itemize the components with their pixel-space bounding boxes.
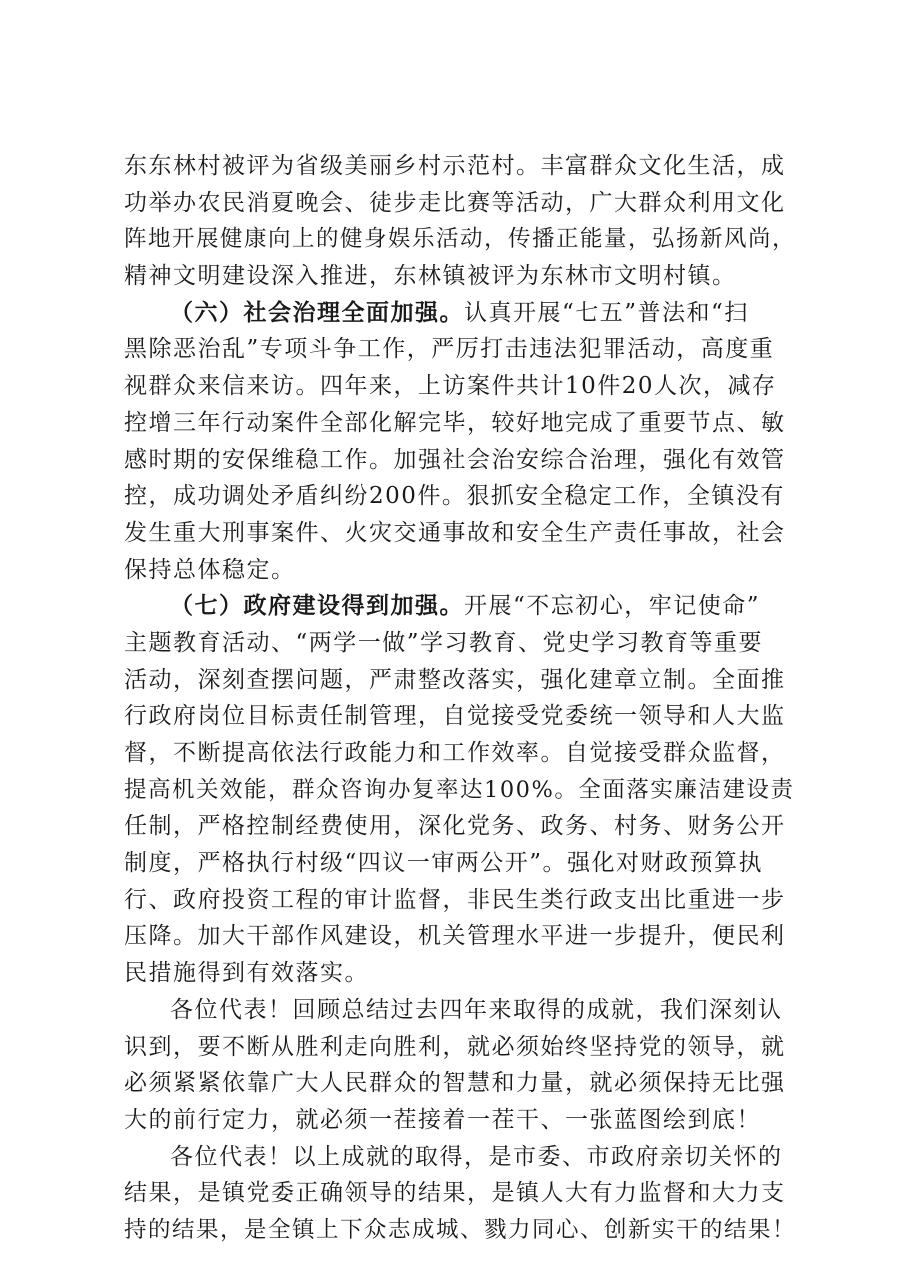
paragraph-social-governance [124,295,804,589]
text-line: 民措施得到有效落实。 [124,960,369,987]
text-line: 主题教育活动、“两学一做”学习教育、党史学习教育等重要 [124,629,764,656]
text-line: 制度，严格执行村级“四议一审两公开”。强化对财政预算执 [124,850,764,877]
text-line: 视群众来信来访。四年来，上访案件共计10件20人次，减存 [124,373,777,400]
text-line: 行、政府投资工程的审计监督，非民生类行政支出比重进一步 [124,886,786,913]
text-line [124,295,804,332]
text-line: 必须紧紧依靠广大人民群众的智慧和力量，就必须保持无比强 [124,1070,786,1097]
section-heading: （六）社会治理全面加强。 [170,298,464,326]
text-line: 识到，要不断从胜利走向胜利，就必须始终坚持党的领导，就 [124,1033,786,1060]
paragraph-1 [124,148,804,295]
text-line: 结果，是镇党委正确领导的结果，是镇人大有力监督和大力支 [124,1180,786,1207]
text-line: 任制，严格控制经费使用，深化党务、政务、村务、财务公开 [124,813,786,840]
text-line: 阵地开展健康向上的健身娱乐活动，传播正能量，弘扬新风尚， [124,226,797,253]
body-text [124,148,804,1249]
paragraph-government-building [124,588,804,992]
text-line: 督，不断提高依法行政能力和工作效率。自觉接受群众监督， [124,740,786,766]
text-run: 认真开展“七五”普法和“扫 [464,299,749,326]
text-line: 保持总体稳定。 [124,556,296,583]
text-line: 黑除恶治乱”专项斗争工作，严厉打击违法犯罪活动，高度重 [124,336,775,363]
text-line: 各位代表！以上成就的取得，是市委、市政府亲切关怀的 [170,1143,783,1170]
text-line: 功举办农民消夏晚会、徒步走比赛等活动，广大群众利用文化 [124,189,786,216]
text-line: 大的前行定力，就必须一茬接着一茬干、一张蓝图绘到底！ [124,1106,761,1133]
paragraph-representatives-achievements [124,1139,804,1249]
text-line: 东东林村被评为省级美丽乡村示范村。丰富群众文化生活，成 [124,153,786,179]
section-heading: （七）政府建设得到加强。 [170,592,464,620]
paragraph-representatives-review [124,992,804,1139]
text-line: 行政府岗位目标责任制管理，自觉接受党委统一领导和人大监 [124,703,786,730]
text-line: 提高机关效能，群众咨询办复率达100%。全面落实廉洁建设责 [124,776,795,803]
text-line: 控，成功调处矛盾纠纷200件。狠抓安全稳定工作，全镇没有 [124,483,785,510]
text-line [124,588,804,625]
text-line: 各位代表！回顾总结过去四年来取得的成就，我们深刻认 [170,996,783,1023]
text-line: 持的结果，是全镇上下众志成城、戮力同心、创新实干的结果！ [124,1216,797,1243]
text-run: 开展“不忘初心，牢记使命” [464,593,761,620]
text-line: 精神文明建设深入推进，东林镇被评为东林市文明村镇。 [124,263,737,290]
text-line: 控增三年行动案件全部化解完毕，较好地完成了重要节点、敏 [124,409,786,436]
text-line: 感时期的安保维稳工作。加强社会治安综合治理，强化有效管 [124,446,786,473]
text-line: 活动，深刻查摆问题，严肃整改落实，强化建章立制。全面推 [124,666,786,693]
text-line: 发生重大刑事案件、火灾交通事故和安全生产责任事故，社会 [124,519,786,546]
text-line: 压降。加大干部作风建设，机关管理水平进一步提升，便民利 [124,923,786,950]
